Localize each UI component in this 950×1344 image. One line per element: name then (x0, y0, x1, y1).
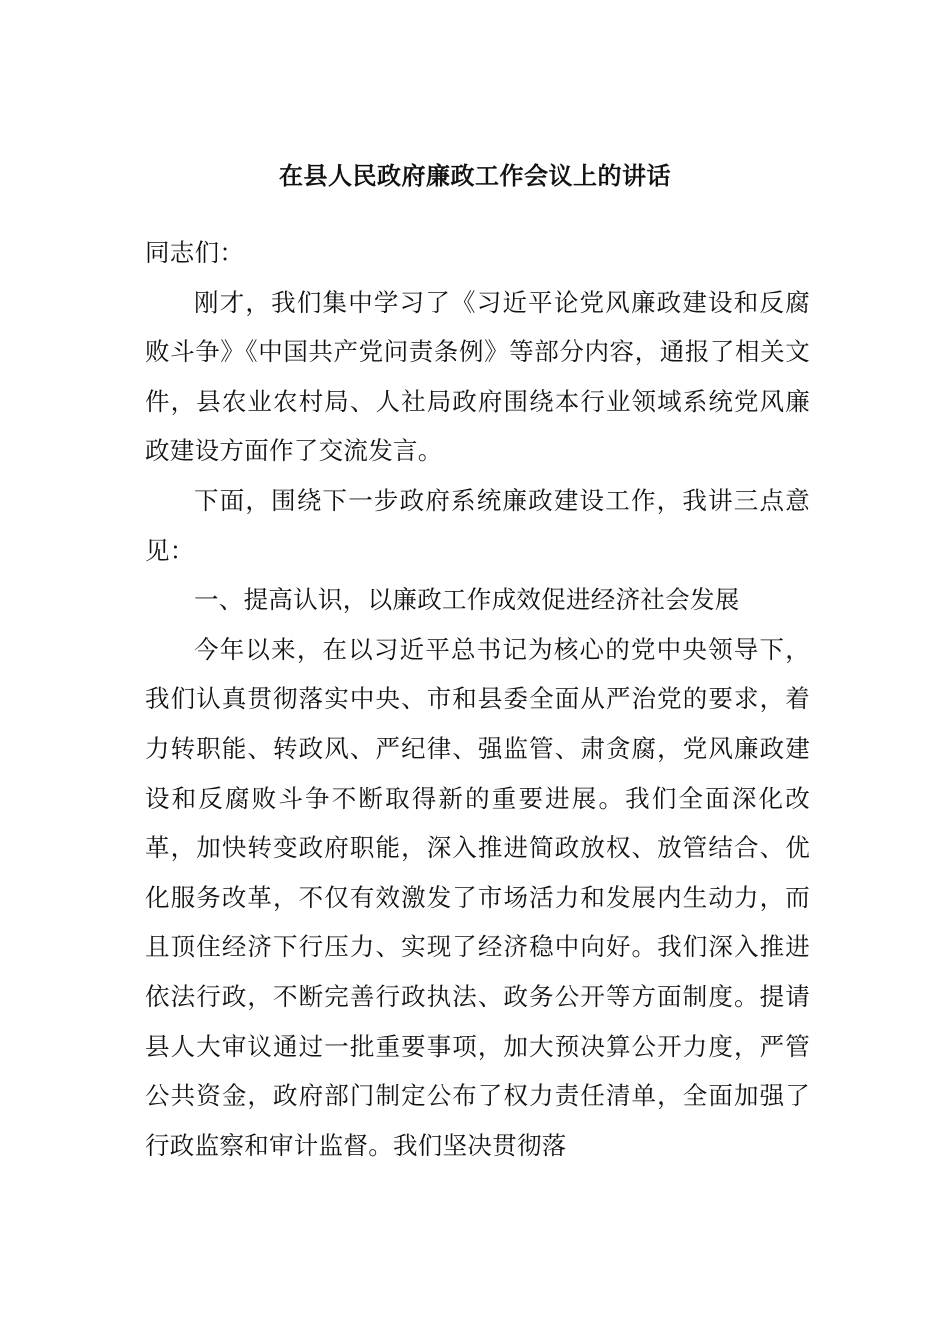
document-title: 在县人民政府廉政工作会议上的讲话 (279, 162, 671, 190)
paragraph-intro: 刚才，我们集中学习了《习近平论党风廉政建设和反腐败斗争》《中国共产党问责条例》等部分内容，通报了相关文件，县农业农村局、人社局政府围绕本行业领域系统党风廉政建设方面作了交流发言。 (145, 287, 810, 466)
salutation: 同志们： (145, 238, 245, 267)
document-body (145, 228, 810, 1170)
paragraph-outline: 下面，围绕下一步政府系统廉政建设工作，我讲三点意见： (145, 485, 810, 565)
paragraph-section-1: 今年以来，在以习近平总书记为核心的党中央领导下，我们认真贯彻落实中央、市和县委全面从严治党的要求，着力转职能、转政风、严纪律、强监管、肃贪腐，党风廉政建设和反腐败斗争不断取得新的重要进展。我们全面深化改革，加快转变政府职能，深入推进简政放权、放管结合、优化服务改革，不仅有效激发了市场活力和发展内生动力，而且顶住经济下行压力、实现了经济稳中向好。我们深入推进依法行政，不断完善行政执法、政务公开等方面制度。提请县人大审议通过一批重要事项，加大预决算公开力度，严管公共资金，政府部门制定公布了权力责任清单，全面加强了行政监察和审计监督。我们坚决贯彻落 (145, 634, 810, 1160)
section-heading-1: 一、提高认识，以廉政工作成效促进经济社会发展 (194, 585, 740, 615)
